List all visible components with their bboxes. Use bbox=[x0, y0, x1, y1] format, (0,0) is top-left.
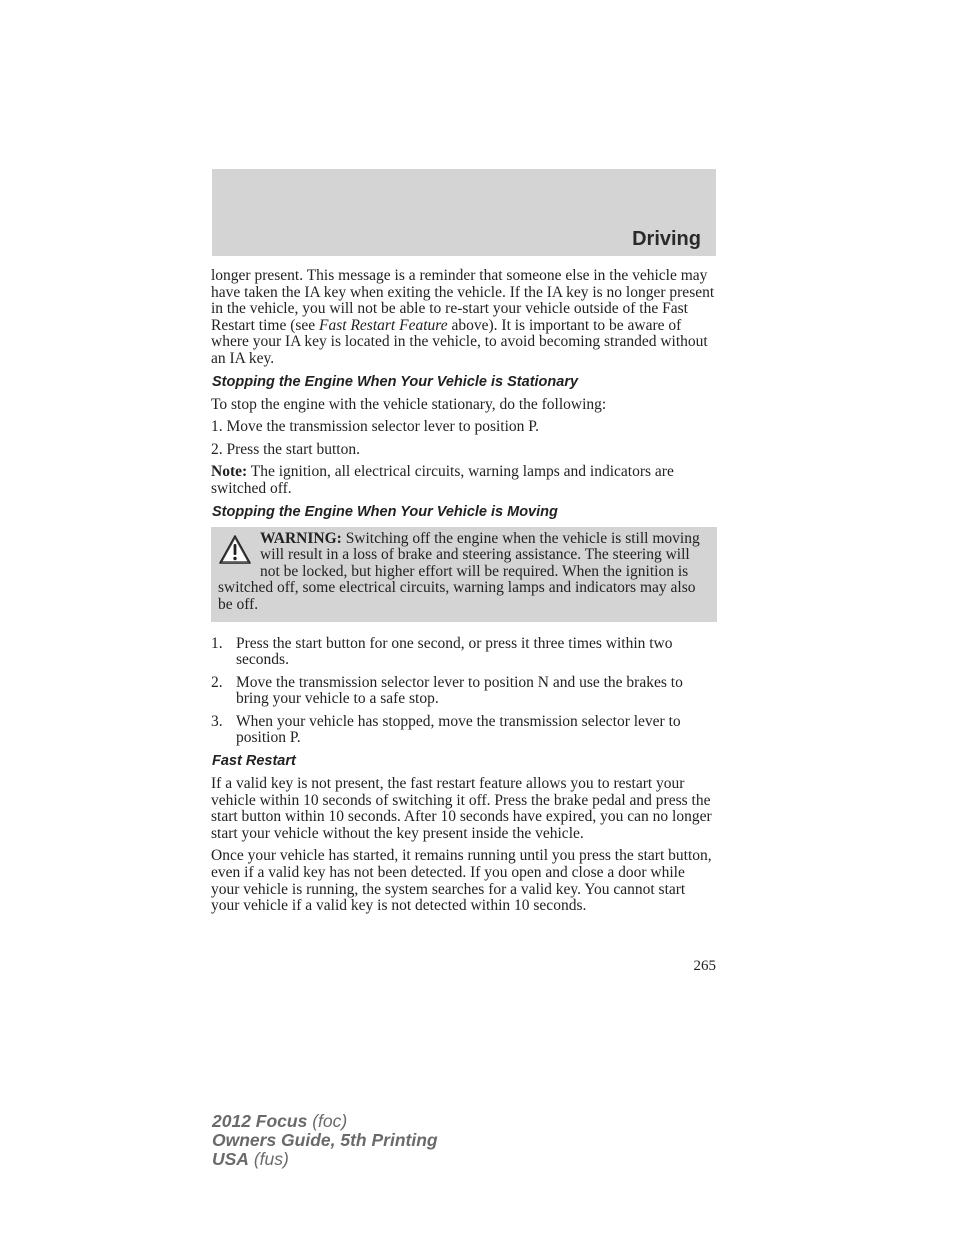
warning-box bbox=[211, 527, 717, 622]
page-content bbox=[211, 268, 717, 921]
document-footer bbox=[212, 1112, 438, 1169]
moving-heading: Stopping the Engine When Your Vehicle is Moving bbox=[212, 503, 558, 520]
footer-line-1: 2012 Focus (foc) bbox=[212, 1111, 348, 1131]
list-item: 2. Move the transmission selector lever to position N and use the brakes to bring your vehicle to a safe stop. bbox=[211, 673, 683, 708]
section-title: Driving bbox=[632, 228, 701, 250]
stationary-step-2: 2. Press the start button. bbox=[211, 440, 360, 458]
page-number: 265 bbox=[693, 958, 716, 974]
stationary-note bbox=[211, 464, 717, 497]
warning-text: Switching off the engine when the vehicle is still moving will result in a loss of brake and steering assistance. The steering will not be locked, but higher effort will be required. When the ignition is switched off, some electrical circuits, warning lamps and indicators may also be off. bbox=[218, 529, 700, 613]
fast-restart-paragraph-1: If a valid key is not present, the fast restart feature allows you to restart your vehicle within 10 seconds of switching it off. Press the brake pedal and press the start button within 10 seconds. After 10 seconds have expired, you can no longer start your vehicle without the key present inside the vehicle. bbox=[211, 775, 712, 842]
intro-text-end: above). It is important to be aware of where your IA key is located in the vehicle, to avoid becoming stranded without an IA key. bbox=[211, 316, 708, 367]
intro-paragraph bbox=[211, 268, 717, 368]
intro-text-start: longer present. This message is a reminder that someone else in the vehicle may have taken the IA key when exiting the vehicle. If the IA key is no longer present in the vehicle, you will not be able to re-start your vehicle outside of the Fast Restart time (see bbox=[211, 267, 715, 334]
stationary-intro: To stop the engine with the vehicle stationary, do the following: bbox=[211, 395, 607, 413]
note-label: Note: bbox=[211, 463, 248, 481]
fast-restart-heading: Fast Restart bbox=[212, 753, 296, 770]
intro-reference: Fast Restart Feature bbox=[319, 316, 448, 334]
footer-line-3: USA (fus) bbox=[212, 1149, 289, 1169]
fast-restart-paragraph-2: Once your vehicle has started, it remains running until you press the start button, even if a valid key has not been detected. If you open and close a door while your vehicle is running, the system searches for a valid key. You cannot start your vehicle if a valid key is not detected within 10 seconds. bbox=[211, 847, 712, 915]
warning-label: WARNING: bbox=[260, 529, 342, 547]
note-text: The ignition, all electrical circuits, warning lamps and indicators are switched off. bbox=[211, 463, 674, 497]
warning-triangle-icon bbox=[218, 533, 252, 567]
list-item: 3. When your vehicle has stopped, move the transmission selector lever to position P. bbox=[211, 712, 681, 747]
list-item: 1. Press the start button for one second, or press it three times within two seconds. bbox=[211, 634, 673, 669]
section-header-band bbox=[212, 169, 716, 256]
moving-steps-list bbox=[211, 636, 717, 748]
stationary-heading: Stopping the Engine When Your Vehicle is Stationary bbox=[212, 373, 579, 390]
stationary-step-1: 1. Move the transmission selector lever to position P. bbox=[211, 418, 540, 436]
footer-line-2: Owners Guide, 5th Printing bbox=[212, 1130, 438, 1150]
